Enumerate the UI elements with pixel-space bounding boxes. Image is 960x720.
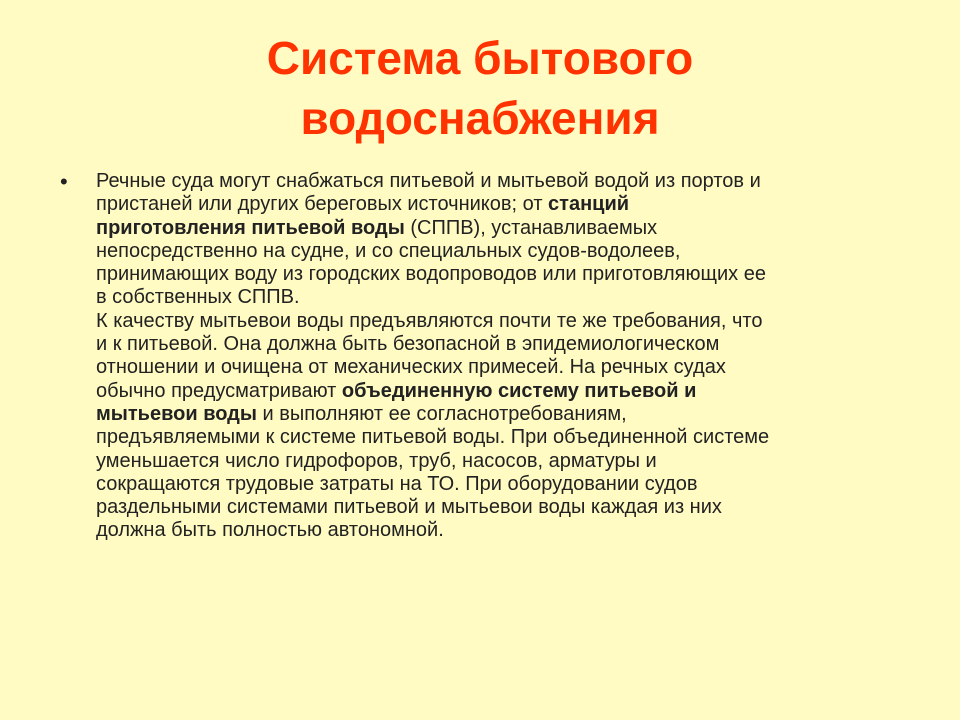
body-line [96,519,916,542]
body-line [96,217,916,240]
body-text-segment: К качеству мытьевои воды предъявляются почти те же требования, что [96,309,763,332]
body-line [96,240,916,263]
body-paragraph [96,170,916,543]
body-text-bold: мытьевои воды [96,402,257,425]
body-text-segment: отношении и очищена от механических примесей. На речных судах [96,356,726,379]
body-text-bold: объединенную систему питьевой и [341,379,697,402]
body-line [96,333,916,356]
body-line [96,473,916,496]
body-text-segment: Речные суда могут снабжаться питьевой и мытьевой водой из портов и [96,170,761,192]
body-text-segment: обычно предусматривают [96,379,342,402]
body-text-segment: пристаней или других береговых источников; от [96,193,549,216]
body-text-segment: принимающих воду из городских водопроводов или приготовляющих ее [96,263,766,286]
body-line [96,263,916,286]
body-line [96,450,916,473]
body-text-segment: и к питьевой. Она должна быть безопасной в эпидемиологическом [96,333,720,356]
body-text-segment: раздельными системами питьевой и мытьевои воды каждая из них [96,496,722,519]
body-text-bold: приготовления питьевой воды [96,216,405,239]
body-line [96,380,916,403]
body-text-segment: и выполняют ее согласнотребованиям, [256,402,627,425]
body-line [96,286,916,309]
body-line [96,403,916,426]
slide-title [96,28,864,148]
body-line [96,426,916,449]
body-text-segment: должна быть полностью автономной. [96,519,444,542]
body-text-segment: в собственных СППВ. [96,286,300,309]
body-line [96,170,916,193]
body-line [96,356,916,379]
body-text-segment: уменьшается число гидрофоров, труб, насосов, арматуры и [96,449,657,472]
body-line [96,496,916,519]
body-line [96,310,916,333]
slide-title-line-1: Система бытового [266,32,694,84]
body-text-segment: сокращаются трудовые затраты на ТО. При оборудовании судов [96,472,698,495]
slide-title-line-2: водоснабжения [300,92,660,144]
body-text-bold: станций [548,193,630,216]
body-line [96,193,916,216]
body-text-segment: (СППВ), устанавливаемых [404,216,658,239]
body-text-segment: непосредственно на судне, и со специальных судов-водолеев, [96,239,681,262]
bullet-icon: • [60,169,68,194]
body-text-segment: предъявляемыми к системе питьевой воды. При объединенной системе [96,426,770,449]
